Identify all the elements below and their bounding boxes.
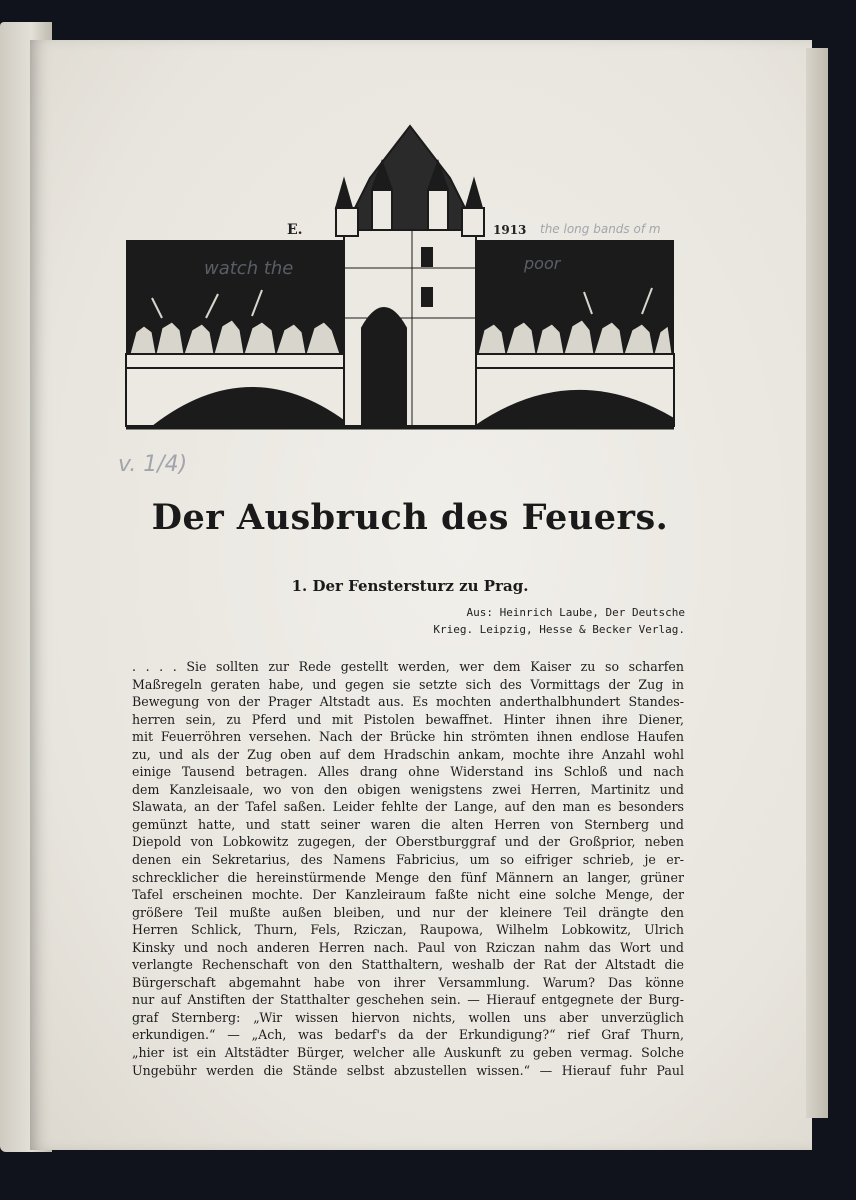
body-line: dem Kanzleisaale, wo von den obigen wenigstens zwei Herren, Martinitz und xyxy=(132,781,684,797)
body-line: nur auf Anstiften der Statthalter geschehen sein. — Hierauf entgegnete der Burg- xyxy=(132,992,684,1008)
body-line: . . . . Sie sollten zur Rede gestellt werden, wer dem Kaiser zu so scharfen xyxy=(132,659,684,674)
illustration-year: 1913 xyxy=(493,223,527,237)
illustration-letter: E. xyxy=(287,222,303,238)
body-line: denen ein Sekretarius, des Namens Fabricius, um so eifriger schrieb, je er- xyxy=(132,852,684,868)
body-line: verlangte Rechenschaft von den Statthaltern, weshalb der Rat der Altstadt die xyxy=(132,957,684,973)
body-line: Herren Schlick, Thurn, Fels, Rziczan, Raupowa, Wilhelm Lobkowitz, Ulrich xyxy=(132,922,684,938)
source-line-2: Krieg. Leipzig, Hesse & Becker Verlag. xyxy=(433,623,685,636)
body-line: Slawata, an der Tafel saßen. Leider fehlte der Lange, auf den man es besonders xyxy=(132,799,684,815)
body-text xyxy=(132,658,684,1079)
body-line: mit Feuerröhren versehen. Nach der Brücke hin strömten ihnen endlose Haufen xyxy=(132,729,684,745)
section-title: 1. Der Fenstersturz zu Prag. xyxy=(291,577,529,595)
body-line: erkundigen.“ — „Ach, was bedarf's da der Erkundigung?“ rief Graf Thurn, xyxy=(132,1027,684,1043)
bridge-parapet-left xyxy=(126,354,346,368)
body-line: Diepold von Lobkowitz zugegen, der Oberstburggraf und der Großprior, neben xyxy=(132,834,684,850)
body-line: schrecklicher die hereinstürmende Menge den fünf Männern an langer, grüner xyxy=(132,869,684,885)
source-line-1: Aus: Heinrich Laube, Der Deutsche xyxy=(466,606,685,619)
pencil-note-right-panel: poor xyxy=(524,254,561,273)
body-line: Ungebühr werden die Stände selbst abzustellen wissen.“ — Hierauf fuhr Paul xyxy=(132,1062,684,1078)
body-line: herren sein, zu Pferd und mit Pistolen bewaffnet. Hinter ihnen ihre Diener, xyxy=(132,711,684,727)
body-line: Kinsky und noch anderen Herren nach. Paul von Rziczan nahm das Wort und xyxy=(132,939,684,955)
bridge-parapet-right xyxy=(474,354,674,368)
body-line: gemünzt hatte, und statt seiner waren die alten Herren von Sternberg und xyxy=(132,816,684,832)
pencil-note-top-right: the long bands of m xyxy=(540,222,661,236)
pencil-note-below-image: v. 1/4) xyxy=(118,452,188,477)
chapter-title: Der Ausbruch des Feuers. xyxy=(151,497,669,538)
body-line: graf Sternberg: „Wir wissen hiervon nichts, wollen uns aber unverzüglich xyxy=(132,1009,684,1025)
body-line: „hier ist ein Altstädter Bürger, welcher alle Auskunft zu geben vermag. Solche xyxy=(132,1045,684,1061)
body-line: Bewegung von der Prager Altstadt aus. Es mochten anderthalbhundert Standes- xyxy=(132,694,684,710)
body-line: Bürgerschaft abgemahnt habe von ihrer Versammlung. Warum? Das könne xyxy=(132,974,684,990)
tower xyxy=(336,126,484,426)
body-line: größere Teil mußte außen bleiben, und nur der kleinere Teil drängte den xyxy=(132,904,684,920)
source-citation xyxy=(300,604,685,638)
body-line: Maßregeln geraten habe, und gegen sie setzte sich des Vormittags der Zug in xyxy=(132,676,684,692)
body-line: einige Tausend betragen. Alles drang ohne Widerstand ins Schloß und nach xyxy=(132,764,684,780)
body-line: zu, und als der Zug oben auf dem Hradschin ankam, mochte ihre Anzahl wohl xyxy=(132,746,684,762)
body-line: Tafel erscheinen mochte. Der Kanzleiraum faßte nicht eine solche Menge, der xyxy=(132,887,684,903)
pencil-note-left-panel: watch the xyxy=(204,258,294,279)
right-page-edge xyxy=(806,48,828,1118)
